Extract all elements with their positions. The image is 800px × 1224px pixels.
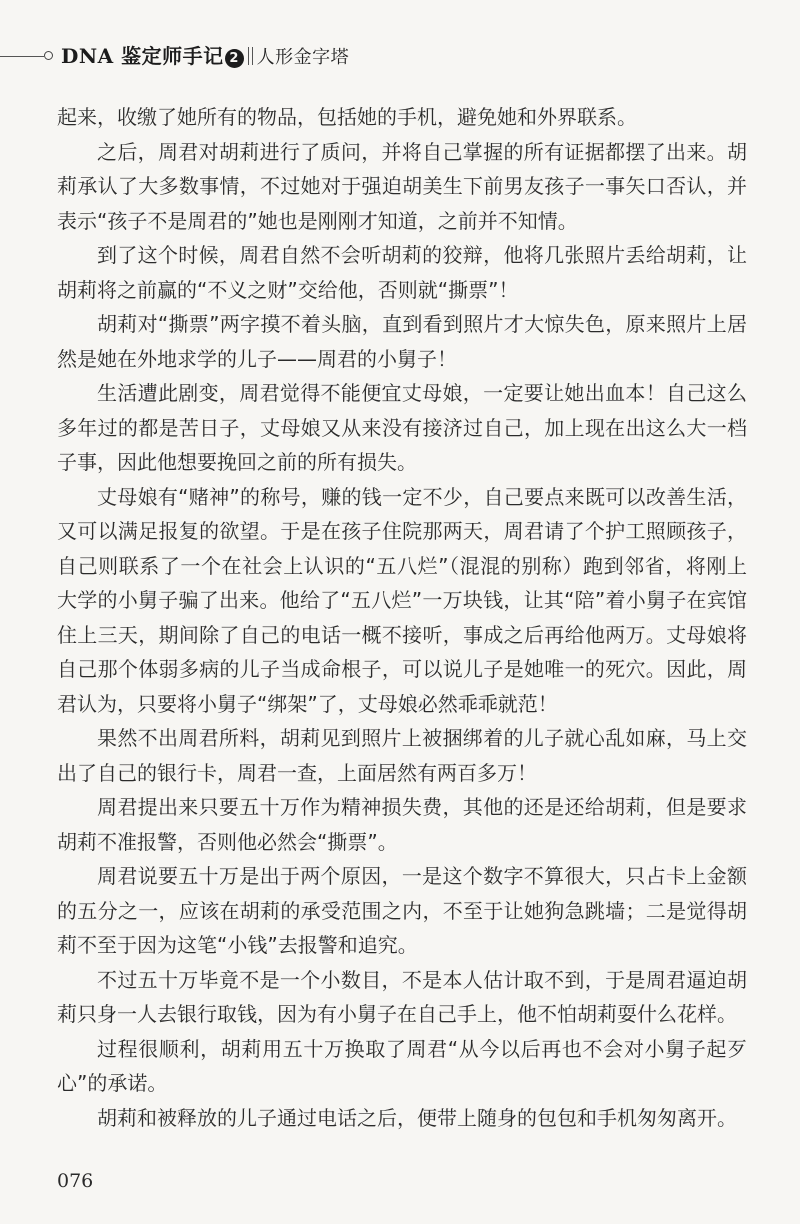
paragraph: 之后，周君对胡莉进行了质问，并将自己掌握的所有证据都摆了出来。胡莉承认了大多数事情，不过她对于强迫胡美生下前男友孩子一事矢口否认，并表示“孩子不是周君的”她也是刚刚才知道，之前并不知情。 — [57, 139, 747, 233]
body-text — [57, 100, 747, 1135]
paragraph: 果然不出周君所料，胡莉见到照片上被捆绑着的儿子就心乱如麻，马上交出了自己的银行卡，周君一查，上面居然有两百多万！ — [57, 726, 747, 785]
paragraph: 胡莉和被释放的儿子通过电话之后，便带上随身的包包和手机匆匆离开。 — [97, 1105, 737, 1130]
header-circle-ornament — [44, 51, 53, 60]
running-header — [0, 38, 800, 70]
book-subtitle: 人形金字塔 — [256, 47, 350, 68]
paragraph: 到了这个时候，周君自然不会听胡莉的狡辩，他将几张照片丢给胡莉，让胡莉将之前赢的“不义之财”交给他，否则就“撕票”！ — [57, 243, 747, 302]
paragraph: 周君提出来只要五十万作为精神损失费，其他的还是还给胡莉，但是要求胡莉不准报警，否则他必然会“撕票”。 — [57, 795, 747, 854]
book-title-text: DNA 鉴定师手记 — [61, 44, 224, 68]
paragraph: 不过五十万毕竟不是一个小数目，不是本人估计取不到，于是周君逼迫胡莉只身一人去银行取钱，因为有小舅子在自己手上，他不怕胡莉耍什么花样。 — [57, 967, 747, 1026]
header-rule — [0, 56, 44, 57]
title-divider — [248, 47, 253, 65]
book-title — [61, 44, 349, 70]
paragraph: 周君说要五十万是出于两个原因，一是这个数字不算很大，只占卡上金额的五分之一，应该在胡莉的承受范围之内，不至于让她狗急跳墙；二是觉得胡莉不至于因为这笔“小钱”去报警和追究。 — [57, 864, 747, 957]
paragraph: 起来，收缴了她所有的物品，包括她的手机，避免她和外界联系。 — [57, 105, 637, 129]
paragraph: 过程很顺利，胡莉用五十万换取了周君“从今以后再也不会对小舅子起歹心”的承诺。 — [57, 1036, 747, 1095]
paragraph: 胡莉对“撕票”两字摸不着头脑，直到看到照片才大惊失色，原来照片上居然是她在外地求学的儿子——周君的小舅子！ — [57, 312, 747, 371]
page-number: 076 — [57, 1170, 94, 1192]
paragraph: 丈母娘有“赌神”的称号，赚的钱一定不少，自己要点来既可以改善生活，又可以满足报复的欲望。于是在孩子住院那两天，周君请了个护工照顾孩子，自己则联系了一个在社会上认识的“五八烂”（混混的别称）跑到邻省，将刚上大学的小舅子骗了出来。他给了“五八烂”一万块钱，让其“陪”着小舅子在宾馆住上三天，期间除了自己的电话一概不接听，事成之后再给他两万。丈母娘将自己那个体弱多病的儿子当成命根子，可以说儿子是她唯一的死穴。因此，周君认为，只要将小舅子“绑架”了，丈母娘必然乖乖就范！ — [57, 484, 747, 716]
paragraph: 生活遭此剧变，周君觉得不能便宜丈母娘，一定要让她出血本！自己这么多年过的都是苦日子，丈母娘又从来没有接济过自己，加上现在出这么大一档子事，因此他想要挽回之前的所有损失。 — [57, 381, 747, 474]
volume-number-badge: 2 — [225, 49, 244, 68]
